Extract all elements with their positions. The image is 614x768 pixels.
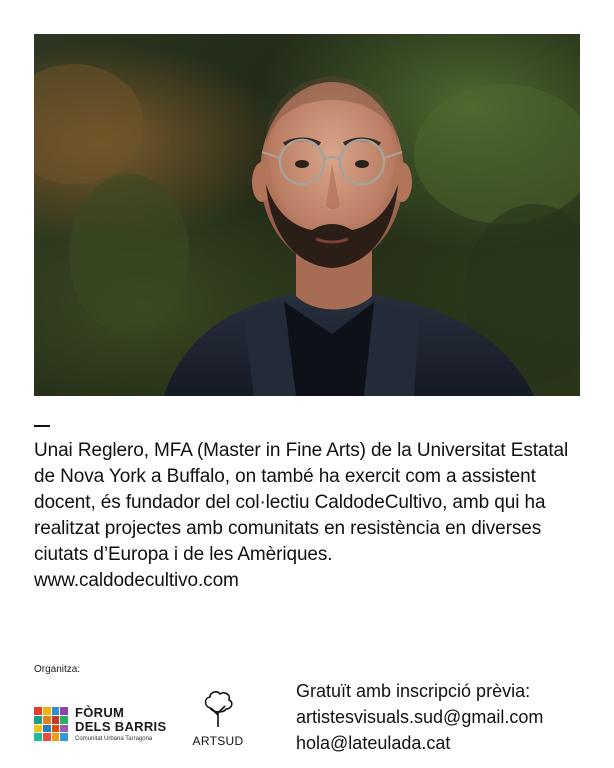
bio-text <box>34 438 594 594</box>
forum-logo-tile <box>60 725 68 733</box>
bio-line: docent, és fundador del col·lectiu CaldodeCultivo, amb qui ha <box>34 492 546 513</box>
forum-logo-tile <box>43 733 51 741</box>
bio-line: Unai Reglero, MFA (Master in Fine Arts) de la Universitat Estatal <box>34 440 569 461</box>
forum-logo-tile <box>43 716 51 724</box>
forum-logo-tile <box>60 716 68 724</box>
portrait-illustration <box>34 34 580 396</box>
bio-line: ciutats d’Europa i de les Amèriques. <box>34 544 333 565</box>
forum-logo-tile <box>43 707 51 715</box>
portrait-photo <box>34 34 580 396</box>
forum-logo-tile <box>52 733 60 741</box>
section-divider <box>34 425 50 427</box>
forum-logo-tile <box>34 725 42 733</box>
artsud-logo <box>188 689 248 748</box>
email-link-lateulada[interactable]: hola@lateulada.cat <box>296 733 451 753</box>
email-link-artistes[interactable]: artistesvisuals.sud@gmail.com <box>296 707 544 727</box>
forum-logo-line2: DELS BARRIS <box>75 719 167 734</box>
forum-logo-tile <box>60 733 68 741</box>
forum-logo-tile <box>52 716 60 724</box>
registration-note: Gratuït amb inscripció prèvia: <box>296 681 531 701</box>
forum-logo-tile <box>34 733 42 741</box>
artsud-logo-label: ARTSUD <box>192 734 244 748</box>
forum-logo-mark-icon <box>34 707 68 741</box>
bio-line: realitzat projectes amb comunitats en resistència en diverses <box>34 518 542 539</box>
organizer-label: Organitza: <box>34 664 81 675</box>
forum-dels-barris-logo <box>34 706 166 742</box>
forum-logo-tile <box>52 725 60 733</box>
forum-logo-subtitle: Comunitat Urbana Tarragona <box>75 736 153 742</box>
forum-logo-tile <box>34 707 42 715</box>
forum-logo-tile <box>43 725 51 733</box>
artsud-tree-icon <box>201 689 235 729</box>
forum-logo-tile <box>34 716 42 724</box>
website-link[interactable]: www.caldodecultivo.com <box>34 570 239 591</box>
forum-logo-line1: FÒRUM <box>75 705 125 720</box>
registration-info <box>296 678 543 756</box>
forum-logo-tile <box>60 707 68 715</box>
forum-logo-tile <box>52 707 60 715</box>
bio-line: de Nova York a Buffalo, on també ha exercit com a assistent <box>34 466 536 487</box>
